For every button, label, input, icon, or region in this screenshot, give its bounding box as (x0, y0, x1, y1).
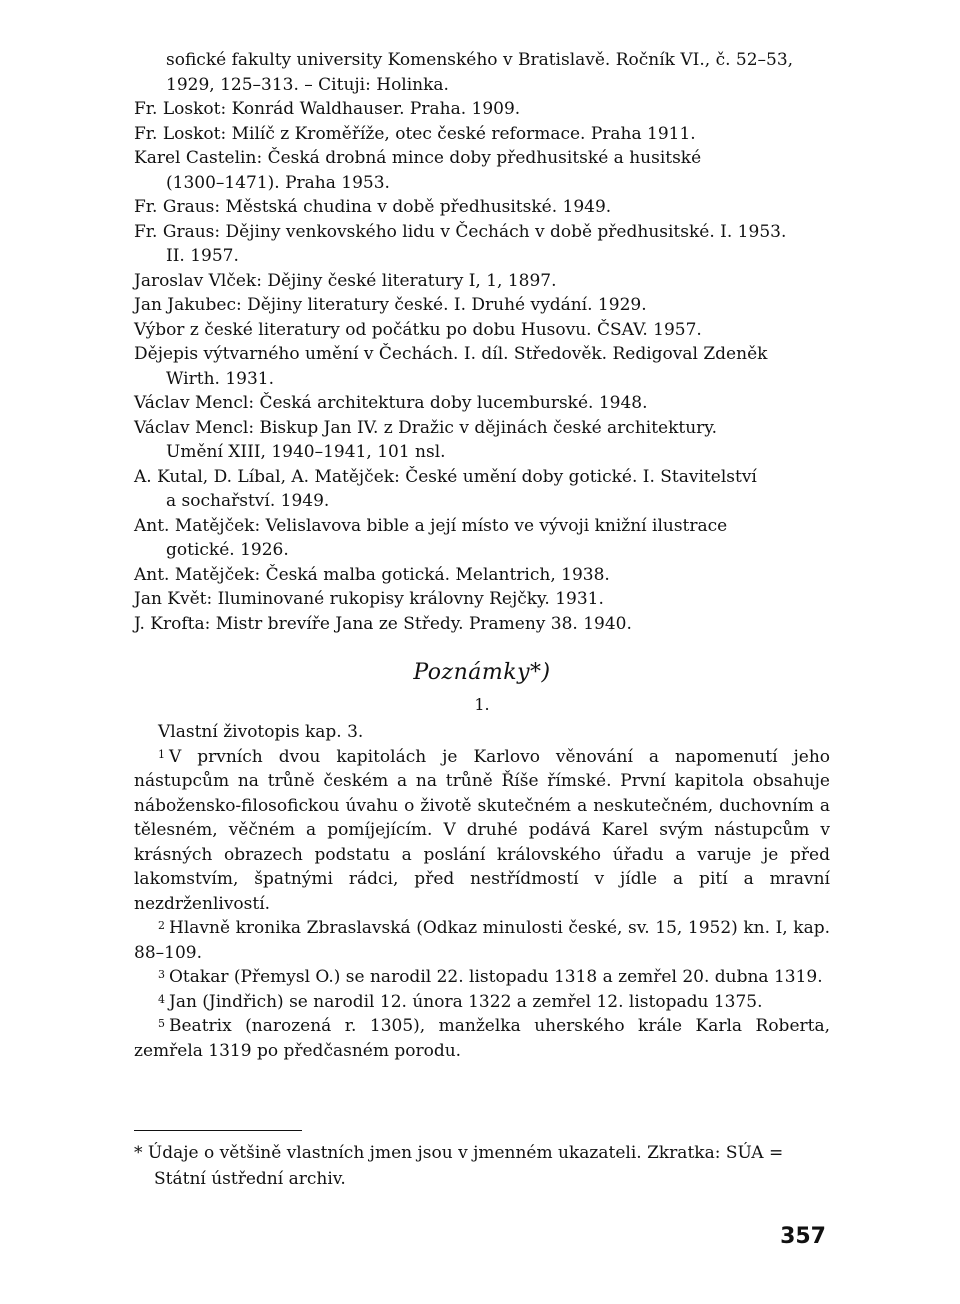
entry-line: Výbor z české literatury od počátku po dobu Husovu. ČSAV. 1957. (134, 319, 702, 340)
note-item (134, 965, 830, 990)
footnote-divider (134, 1130, 302, 1131)
entry-line: Umění XIII, 1940–1941, 101 nsl. (166, 442, 446, 462)
note-item (134, 745, 830, 917)
entry-line: Ant. Matějček: Velislavova bible a její místo ve vývoji knižní ilustrace (134, 515, 728, 536)
entry-line: Wirth. 1931. (166, 368, 274, 389)
bibliography-entry (134, 293, 830, 318)
bibliography-entry (134, 416, 830, 465)
note-text: V prvních dvou kapitolách je Karlovo věnování a napomenutí jeho nástupcům na trůně českém a na trůně Říše římské. První kapitola obsahuje nábožensko-filosofickou úvahu o životě skutečném a neskutečném, duchovním a tělesném, věčném a pomíjejícím. V druhé podává Karel svým nástupcům v krásných obrazech podstatu a poslání královského úřadu a varuje je před lakomstvím, špatnými rádci, před nestřídmostí v jídle a pití a mravní nezdrženlivostí. (134, 746, 830, 914)
footnote-line: Státní ústřední archiv. (154, 1169, 346, 1189)
note-text: Otakar (Přemysl O.) se narodil 22. listopadu 1318 a zemřel 20. dubna 1319. (169, 967, 823, 987)
entry-line: a sochařství. 1949. (166, 491, 330, 511)
entry-line: A. Kutal, D. Líbal, A. Matějček: České umění doby gotické. I. Stavitelství (134, 466, 757, 487)
bibliography-entry (134, 563, 830, 588)
bibliography-entry (134, 612, 830, 637)
bibliography-entry (134, 220, 830, 269)
chapter-number: 1. (474, 695, 490, 714)
entry-line: (1300–1471). Praha 1953. (166, 172, 390, 193)
bibliography-entry (134, 97, 830, 122)
bibliography-entry (134, 48, 830, 97)
bibliography-entry (134, 269, 830, 294)
entry-line: J. Krofta: Mistr brevíře Jana ze Středy. Prameny 38. 1940. (134, 613, 632, 634)
bibliography-list (134, 48, 830, 636)
notes-list (134, 720, 830, 1063)
notes-source: Vlastní životopis kap. 3. (158, 722, 364, 742)
footnote (134, 1140, 830, 1192)
footnote-line: * Údaje o většině vlastních jmen jsou v jmenném ukazateli. Zkratka: SÚA = (134, 1143, 784, 1163)
entry-line: Fr. Graus: Dějiny venkovského lidu v Čechách v době předhusitské. I. 1953. (134, 221, 787, 242)
entry-line: Ant. Matějček: Česká malba gotická. Melantrich, 1938. (134, 564, 610, 585)
entry-line: Václav Mencl: Biskup Jan IV. z Dražic v dějinách české architektury. (134, 417, 718, 438)
note-number: 1 (158, 747, 165, 761)
bibliography-entry (134, 318, 830, 343)
bibliography-entry (134, 195, 830, 220)
note-text: Hlavně kronika Zbraslavská (Odkaz minulosti české, sv. 15, 1952) kn. I, kap. 88–109. (134, 918, 830, 963)
entry-line: Fr. Loskot: Milíč z Kroměříže, otec české reformace. Praha 1911. (134, 123, 696, 144)
entry-line: Jan Jakubec: Dějiny literatury české. I. Druhé vydání. 1929. (134, 295, 647, 315)
entry-line: Karel Castelin: Česká drobná mince doby předhusitské a husitské (134, 148, 702, 168)
bibliography-entry (134, 342, 830, 391)
bibliography-entry (134, 587, 830, 612)
note-item (134, 1014, 830, 1063)
entry-line: Fr. Loskot: Konrád Waldhauser. Praha. 1909. (134, 99, 521, 119)
note-text: Jan (Jindřich) se narodil 12. února 1322 a zemřel 12. listopadu 1375. (169, 991, 763, 1012)
note-text: Beatrix (narozená r. 1305), manželka uherského krále Karla Roberta, zemřela 1319 po předčasném porodu. (134, 1016, 830, 1061)
page-content (134, 48, 830, 1063)
bibliography-entry (134, 514, 830, 563)
entry-line: Fr. Graus: Městská chudina v době předhusitské. 1949. (134, 197, 612, 217)
note-number: 4 (158, 992, 165, 1006)
note-item (134, 990, 830, 1015)
entry-line: Jaroslav Vlček: Dějiny české literatury I, 1, 1897. (134, 270, 557, 291)
bibliography-entry (134, 391, 830, 416)
entry-line: sofické fakulty university Komenského v Bratislavě. Ročník VI., č. 52–53, (166, 50, 794, 70)
entry-line: Jan Květ: Iluminované rukopisy královny Rejčky. 1931. (134, 589, 604, 609)
note-number: 3 (158, 968, 165, 981)
page-number: 357 (780, 1224, 826, 1249)
notes-title: Poznámky*) (413, 660, 551, 685)
entry-line: gotické. 1926. (166, 540, 289, 560)
note-number: 5 (158, 1017, 165, 1030)
note-item (134, 916, 830, 965)
bibliography-entry (134, 146, 830, 195)
bibliography-entry (134, 465, 830, 514)
entry-line: Václav Mencl: Česká architektura doby lucemburské. 1948. (134, 393, 648, 413)
bibliography-entry (134, 122, 830, 147)
entry-line: II. 1957. (166, 246, 239, 266)
entry-line: 1929, 125–313. – Cituji: Holinka. (166, 74, 449, 95)
note-number: 2 (158, 919, 165, 932)
entry-line: Dějepis výtvarného umění v Čechách. I. díl. Středověk. Redigoval Zdeněk (134, 344, 768, 364)
